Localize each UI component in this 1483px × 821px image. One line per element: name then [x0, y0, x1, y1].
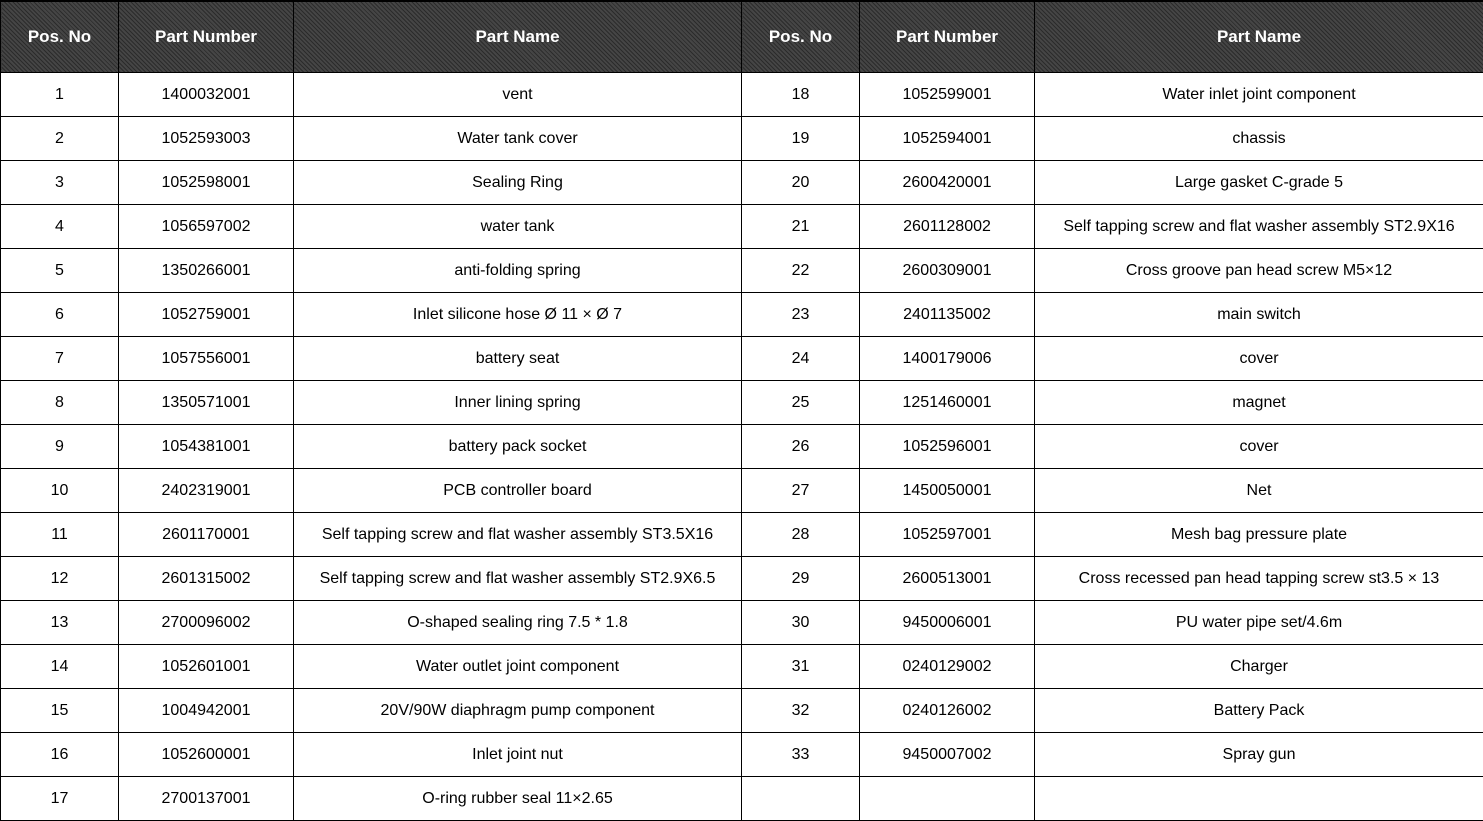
left-part-name-cell: Water tank cover [294, 117, 742, 161]
left-pos-no-cell: 11 [1, 513, 119, 557]
right-pos-no-cell: 32 [742, 689, 860, 733]
table-row [1, 425, 1483, 469]
table-row [1, 469, 1483, 513]
left-pos-no-cell: 2 [1, 117, 119, 161]
right-part-number-cell: 1052599001 [860, 73, 1035, 117]
right-pos-no-cell: 24 [742, 337, 860, 381]
table-row [1, 161, 1483, 205]
left-part-number-cell: 1052600001 [119, 733, 294, 777]
header-pos-no-right: Pos. No [742, 1, 860, 73]
right-part-name-cell: Self tapping screw and flat washer assembly ST2.9X16 [1035, 205, 1483, 249]
right-part-name-cell: Cross recessed pan head tapping screw st3.5 × 13 [1035, 557, 1483, 601]
right-part-name-cell: Battery Pack [1035, 689, 1483, 733]
table-body [1, 73, 1483, 821]
right-pos-no-cell: 30 [742, 601, 860, 645]
left-part-name-cell: Inlet silicone hose Ø 11 × Ø 7 [294, 293, 742, 337]
left-part-number-cell: 1054381001 [119, 425, 294, 469]
right-part-name-cell: chassis [1035, 117, 1483, 161]
left-part-number-cell: 2402319001 [119, 469, 294, 513]
right-part-number-cell: 1052594001 [860, 117, 1035, 161]
table-row [1, 293, 1483, 337]
right-part-name-cell: Mesh bag pressure plate [1035, 513, 1483, 557]
table-row [1, 777, 1483, 821]
left-part-number-cell: 2601170001 [119, 513, 294, 557]
left-pos-no-cell: 12 [1, 557, 119, 601]
right-pos-no-cell: 27 [742, 469, 860, 513]
left-part-number-cell: 1052759001 [119, 293, 294, 337]
left-pos-no-cell: 15 [1, 689, 119, 733]
right-part-number-cell: 2601128002 [860, 205, 1035, 249]
right-part-number-cell: 9450007002 [860, 733, 1035, 777]
right-pos-no-cell [742, 777, 860, 821]
right-part-number-cell: 2600420001 [860, 161, 1035, 205]
left-part-number-cell: 1052601001 [119, 645, 294, 689]
right-part-name-cell: Charger [1035, 645, 1483, 689]
header-part-name-right: Part Name [1035, 1, 1483, 73]
right-part-name-cell: Water inlet joint component [1035, 73, 1483, 117]
right-part-number-cell: 1400179006 [860, 337, 1035, 381]
table-header [1, 1, 1483, 73]
right-pos-no-cell: 25 [742, 381, 860, 425]
right-part-name-cell: PU water pipe set/4.6m [1035, 601, 1483, 645]
left-part-name-cell: PCB controller board [294, 469, 742, 513]
right-pos-no-cell: 28 [742, 513, 860, 557]
left-pos-no-cell: 1 [1, 73, 119, 117]
left-part-number-cell: 2700096002 [119, 601, 294, 645]
left-part-name-cell: battery seat [294, 337, 742, 381]
left-part-name-cell: Sealing Ring [294, 161, 742, 205]
right-pos-no-cell: 21 [742, 205, 860, 249]
right-part-number-cell: 2600309001 [860, 249, 1035, 293]
right-part-name-cell: Cross groove pan head screw M5×12 [1035, 249, 1483, 293]
left-part-number-cell: 1052593003 [119, 117, 294, 161]
left-pos-no-cell: 7 [1, 337, 119, 381]
right-pos-no-cell: 26 [742, 425, 860, 469]
left-pos-no-cell: 8 [1, 381, 119, 425]
header-pos-no-left: Pos. No [1, 1, 119, 73]
table-row [1, 337, 1483, 381]
left-part-name-cell: battery pack socket [294, 425, 742, 469]
left-part-name-cell: Self tapping screw and flat washer assembly ST3.5X16 [294, 513, 742, 557]
right-pos-no-cell: 22 [742, 249, 860, 293]
left-part-number-cell: 2601315002 [119, 557, 294, 601]
table-row [1, 73, 1483, 117]
right-pos-no-cell: 31 [742, 645, 860, 689]
right-part-name-cell: Spray gun [1035, 733, 1483, 777]
left-part-number-cell: 1400032001 [119, 73, 294, 117]
left-part-name-cell: Inner lining spring [294, 381, 742, 425]
header-row [1, 1, 1483, 73]
right-part-number-cell: 1450050001 [860, 469, 1035, 513]
right-part-name-cell: main switch [1035, 293, 1483, 337]
table-row [1, 689, 1483, 733]
left-part-name-cell: Inlet joint nut [294, 733, 742, 777]
right-part-number-cell: 2600513001 [860, 557, 1035, 601]
left-pos-no-cell: 6 [1, 293, 119, 337]
left-part-number-cell: 1052598001 [119, 161, 294, 205]
right-pos-no-cell: 19 [742, 117, 860, 161]
right-part-number-cell [860, 777, 1035, 821]
right-part-number-cell: 1052597001 [860, 513, 1035, 557]
table-row [1, 557, 1483, 601]
table-row [1, 601, 1483, 645]
right-pos-no-cell: 29 [742, 557, 860, 601]
right-part-name-cell: magnet [1035, 381, 1483, 425]
table-row [1, 117, 1483, 161]
left-part-number-cell: 1350571001 [119, 381, 294, 425]
left-part-name-cell: O-ring rubber seal 11×2.65 [294, 777, 742, 821]
left-pos-no-cell: 4 [1, 205, 119, 249]
header-part-number-right: Part Number [860, 1, 1035, 73]
right-pos-no-cell: 18 [742, 73, 860, 117]
right-pos-no-cell: 20 [742, 161, 860, 205]
table-row [1, 733, 1483, 777]
left-part-number-cell: 2700137001 [119, 777, 294, 821]
header-part-number-left: Part Number [119, 1, 294, 73]
left-part-name-cell: vent [294, 73, 742, 117]
right-part-number-cell: 1052596001 [860, 425, 1035, 469]
left-part-name-cell: Water outlet joint component [294, 645, 742, 689]
right-part-name-cell: Large gasket C-grade 5 [1035, 161, 1483, 205]
left-pos-no-cell: 14 [1, 645, 119, 689]
right-pos-no-cell: 23 [742, 293, 860, 337]
right-part-name-cell [1035, 777, 1483, 821]
right-part-number-cell: 9450006001 [860, 601, 1035, 645]
header-part-name-left: Part Name [294, 1, 742, 73]
left-part-number-cell: 1350266001 [119, 249, 294, 293]
left-pos-no-cell: 5 [1, 249, 119, 293]
right-part-number-cell: 0240126002 [860, 689, 1035, 733]
left-part-number-cell: 1056597002 [119, 205, 294, 249]
left-pos-no-cell: 3 [1, 161, 119, 205]
table-row [1, 249, 1483, 293]
left-pos-no-cell: 9 [1, 425, 119, 469]
right-pos-no-cell: 33 [742, 733, 860, 777]
left-part-name-cell: water tank [294, 205, 742, 249]
left-pos-no-cell: 16 [1, 733, 119, 777]
left-pos-no-cell: 13 [1, 601, 119, 645]
left-part-name-cell: 20V/90W diaphragm pump component [294, 689, 742, 733]
left-pos-no-cell: 10 [1, 469, 119, 513]
table-row [1, 205, 1483, 249]
table-row [1, 645, 1483, 689]
right-part-name-cell: cover [1035, 425, 1483, 469]
right-part-number-cell: 2401135002 [860, 293, 1035, 337]
table-row [1, 381, 1483, 425]
right-part-number-cell: 0240129002 [860, 645, 1035, 689]
left-part-name-cell: Self tapping screw and flat washer assembly ST2.9X6.5 [294, 557, 742, 601]
right-part-number-cell: 1251460001 [860, 381, 1035, 425]
left-pos-no-cell: 17 [1, 777, 119, 821]
right-part-name-cell: cover [1035, 337, 1483, 381]
table-row [1, 513, 1483, 557]
right-part-name-cell: Net [1035, 469, 1483, 513]
left-part-number-cell: 1004942001 [119, 689, 294, 733]
left-part-number-cell: 1057556001 [119, 337, 294, 381]
left-part-name-cell: O-shaped sealing ring 7.5 * 1.8 [294, 601, 742, 645]
left-part-name-cell: anti-folding spring [294, 249, 742, 293]
